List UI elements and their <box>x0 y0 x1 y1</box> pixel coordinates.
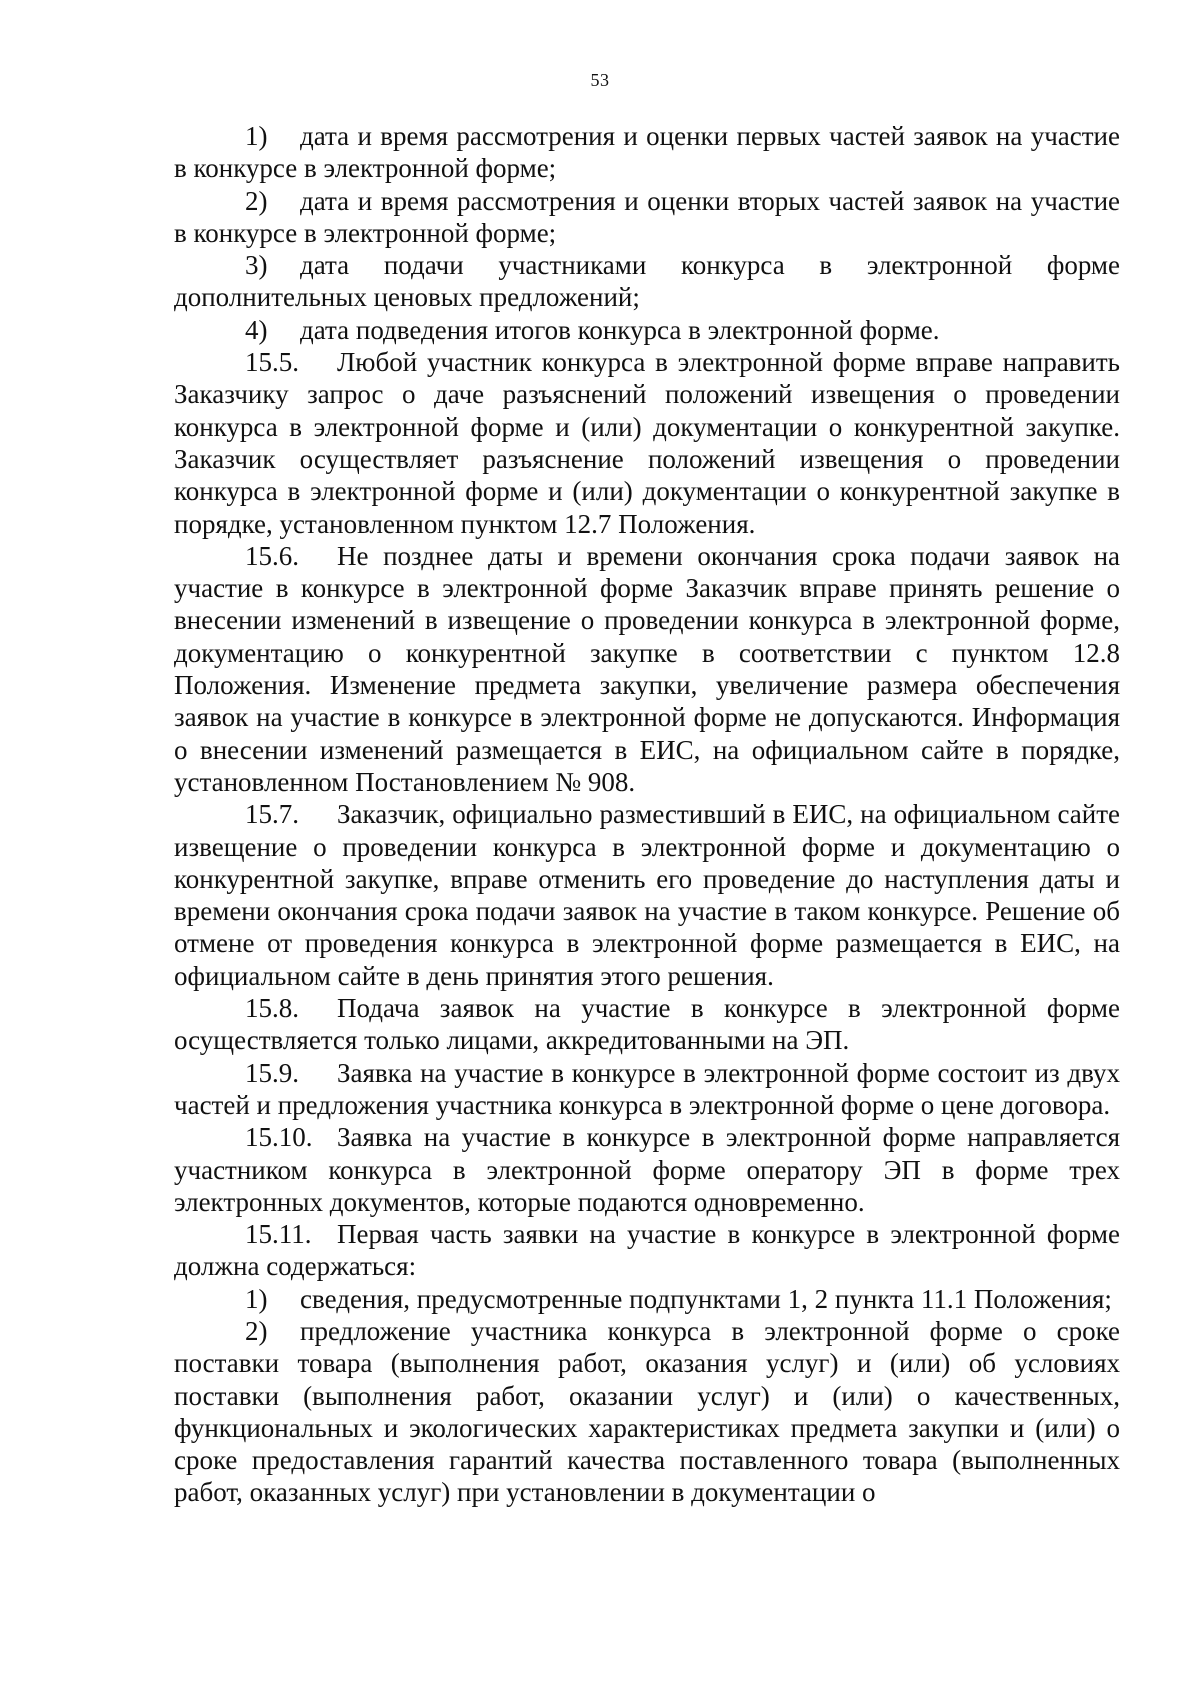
clause-number: 15.11. <box>245 1219 312 1250</box>
item-number: 2) <box>245 185 268 216</box>
clause-text: Первая часть заявки на участие в конкурсе в электронной форме должна содержаться: <box>174 1219 1120 1282</box>
page-number: 53 <box>590 70 610 90</box>
clause-text: Заявка на участие в конкурсе в электронной форме состоит из двух частей и предложения участника конкурса в электронной форме о цене договора. <box>174 1057 1120 1120</box>
list-item <box>174 314 1120 346</box>
item-text: дата подачи участниками конкурса в электронной форме дополнительных ценовых предложений; <box>174 250 1120 313</box>
item-number: 2) <box>245 1315 268 1346</box>
list-item <box>174 185 1120 250</box>
item-text: дата подведения итогов конкурса в электронной форме. <box>300 314 940 345</box>
clause-number: 15.9. <box>245 1057 299 1088</box>
clause-paragraph <box>174 540 1120 798</box>
list-item <box>174 1283 1120 1315</box>
clause-number: 15.10. <box>245 1122 313 1153</box>
item-number: 4) <box>245 314 268 345</box>
clause-paragraph <box>174 1218 1120 1283</box>
list-item <box>174 249 1120 314</box>
item-number: 1) <box>245 1283 268 1314</box>
item-text: предложение участника конкурса в электронной форме о сроке поставки товара (выполнения работ, оказания услуг) и (или) об условиях поставки (выполнения работ, оказании услуг) и (или) о качественных, функциональных и экологических характеристиках предмета закупки и (или) о сроке предоставления гарантий качества поставленного товара (выполненных работ, оказанных услуг) при установлении в документации о <box>174 1315 1120 1508</box>
clause-number: 15.8. <box>245 993 299 1024</box>
list-item <box>174 120 1120 185</box>
item-number: 1) <box>245 121 268 151</box>
list-item <box>174 1315 1120 1509</box>
clause-number: 15.6. <box>245 540 299 571</box>
clause-paragraph <box>174 1057 1120 1122</box>
clause-number: 15.5. <box>245 347 299 378</box>
item-text: сведения, предусмотренные подпунктами 1, 2 пункта 11.1 Положения; <box>300 1283 1112 1314</box>
clause-text: Не позднее даты и времени окончания срока подачи заявок на участие в конкурсе в электронной форме Заказчик вправе принять решение о внесении изменений в извещение о проведении конкурса в электронной форме, документацию о конкурентной закупке в соответствии с пунктом 12.8 Положения. Изменение предмета закупки, увеличение размера обеспечения заявок на участие в конкурсе в электронной форме не допускаются. Информация о внесении изменений размещается в ЕИС, на официальном сайте в порядке, установленном Постановлением № 908. <box>174 540 1120 797</box>
clause-number: 15.7. <box>245 799 299 830</box>
clause-paragraph <box>174 346 1120 540</box>
clause-text: Любой участник конкурса в электронной форме вправе направить Заказчику запрос о даче разъяснений положений извещения о проведении конкурса в электронной форме и (или) документации о конкурентной закупке. Заказчик осуществляет разъяснение положений извещения о проведении конкурса в электронной форме и (или) документации о конкурентной закупке в порядке, установленном пунктом 12.7 Положения. <box>174 347 1120 539</box>
clause-text: Подача заявок на участие в конкурсе в электронной форме осуществляется только лицами, аккредитованными на ЭП. <box>174 993 1120 1056</box>
clause-paragraph <box>174 992 1120 1057</box>
item-number: 3) <box>245 250 268 281</box>
document-body <box>174 120 1120 1509</box>
clause-paragraph <box>174 1121 1120 1218</box>
clause-text: Заявка на участие в конкурсе в электронной форме направляется участником конкурса в электронной форме оператору ЭП в форме трех электронных документов, которые подаются одновременно. <box>174 1122 1120 1217</box>
item-text: дата и время рассмотрения и оценки вторых частей заявок на участие в конкурсе в электронной форме; <box>174 185 1120 248</box>
item-text: дата и время рассмотрения и оценки первых частей заявок на участие в конкурсе в электронной форме; <box>174 121 1120 184</box>
clause-text: Заказчик, официально разместивший в ЕИС, на официальном сайте извещение о проведении конкурса в электронной форме и документацию о конкурентной закупке, вправе отменить его проведение до наступления даты и времени окончания срока подачи заявок на участие в таком конкурсе. Решение об отмене от проведения конкурса в электронной форме размещается в ЕИС, на официальном сайте в день принятия этого решения. <box>174 799 1120 991</box>
clause-paragraph <box>174 798 1120 992</box>
